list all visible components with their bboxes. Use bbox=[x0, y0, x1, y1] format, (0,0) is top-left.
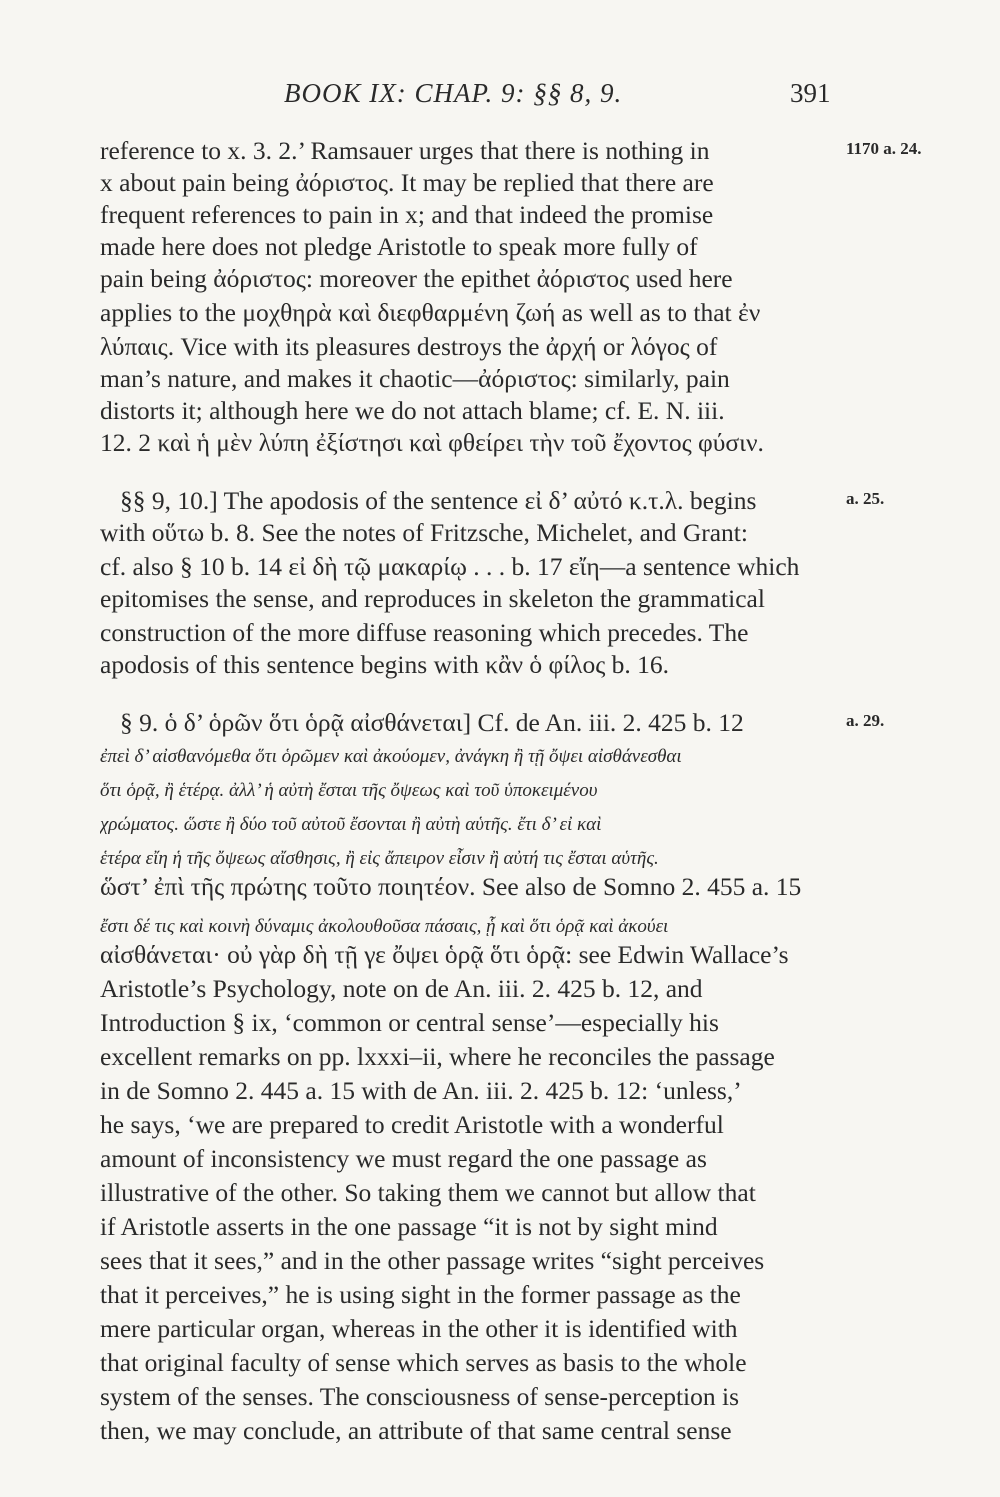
margin-reference: a. 29. bbox=[846, 711, 885, 730]
text-line: that original faculty of sense which serves as basis to the whole bbox=[100, 1348, 747, 1377]
text-line: applies to the μοχθηρὰ καὶ διεφθαρμένη ζωή as well as to that ἐν bbox=[100, 298, 761, 327]
text-line: if Aristotle asserts in the one passage “it is not by sight mind bbox=[100, 1212, 718, 1241]
running-head bbox=[0, 78, 1000, 118]
text-line: cf. also § 10 b. 14 εἰ δὴ τῷ μακαρίῳ . . . b. 17 εἴη—a sentence which bbox=[100, 552, 800, 581]
running-head-title: BOOK IX: CHAP. 9: §§ 8, 9. bbox=[284, 78, 623, 108]
page-number: 391 bbox=[790, 78, 831, 108]
text-line: λύπαις. Vice with its pleasures destroys the ἀρχή or λόγος of bbox=[100, 332, 718, 361]
greek-quotation-line: ἐπεὶ δ’ αἰσθανόμεθα ὅτι ὁρῶμεν καὶ ἀκούομεν, ἀνάγκη ἢ τῇ ὄψει αἰσθάνεσθαι bbox=[100, 746, 682, 767]
text-line: reference to x. 3. 2.’ Ramsauer urges that there is nothing in bbox=[100, 136, 710, 165]
text-line: apodosis of this sentence begins with κἂν ὁ φίλος b. 16. bbox=[100, 650, 670, 679]
text-line: distorts it; although here we do not attach blame; cf. E. N. iii. bbox=[100, 396, 725, 425]
greek-quotation-line: ἑτέρα εἴη ἡ τῆς ὄψεως αἴσθησις, ἢ εἰς ἄπειρον εἶσιν ἢ αὐτή τις ἔσται αὑτῆς. bbox=[100, 848, 659, 869]
text-line: made here does not pledge Aristotle to speak more fully of bbox=[100, 232, 698, 261]
text-line: illustrative of the other. So taking them we cannot but allow that bbox=[100, 1178, 756, 1207]
text-line: man’s nature, and makes it chaotic—ἀόριστος: similarly, pain bbox=[100, 364, 730, 393]
text-line: then, we may conclude, an attribute of that same central sense bbox=[100, 1416, 732, 1445]
greek-quotation-line: ὅτι ὁρᾷ, ἢ ἑτέρᾳ. ἀλλ’ ἡ αὐτὴ ἔσται τῆς ὄψεως καὶ τοῦ ὑποκειμένου bbox=[100, 780, 598, 801]
greek-quotation-line: ἔστι δέ τις καὶ κοινὴ δύναμις ἀκολουθοῦσα πάσαις, ᾗ καὶ ὅτι ὁρᾷ καὶ ἀκούει bbox=[100, 916, 669, 937]
text-line: construction of the more diffuse reasoning which precedes. The bbox=[100, 618, 749, 647]
text-line: x about pain being ἀόριστος. It may be replied that there are bbox=[100, 168, 714, 197]
text-line: § 9. ὁ δ’ ὁρῶν ὅτι ὁρᾷ αἰσθάνεται] Cf. de An. iii. 2. 425 b. 12 bbox=[120, 708, 744, 737]
margin-reference: 1170 a. 24. bbox=[846, 139, 922, 158]
text-line: with οὕτω b. 8. See the notes of Fritzsche, Michelet, and Grant: bbox=[100, 518, 748, 547]
text-line: Aristotle’s Psychology, note on de An. iii. 2. 425 b. 12, and bbox=[100, 974, 703, 1003]
text-line: 12. 2 καὶ ἡ μὲν λύπη ἐξίστησι καὶ φθείρει τὴν τοῦ ἔχοντος φύσιν. bbox=[100, 428, 764, 457]
text-line: in de Somno 2. 445 a. 15 with de An. iii. 2. 425 b. 12: ‘unless,’ bbox=[100, 1076, 742, 1105]
text-line: ὥστ’ ἐπὶ τῆς πρώτης τοῦτο ποιητέον. See also de Somno 2. 455 a. 15 bbox=[100, 872, 802, 901]
margin-reference: a. 25. bbox=[846, 489, 885, 508]
text-line: sees that it sees,” and in the other passage writes “sight perceives bbox=[100, 1246, 765, 1275]
text-line: αἰσθάνεται· οὐ γὰρ δὴ τῇ γε ὄψει ὁρᾷ ὅτι ὁρᾷ: see Edwin Wallace’s bbox=[100, 940, 789, 969]
greek-quotation-line: χρώματος. ὥστε ἢ δύο τοῦ αὐτοῦ ἔσονται ἢ αὐτὴ αὑτῆς. ἔτι δ’ εἰ καὶ bbox=[100, 814, 602, 835]
text-line: system of the senses. The consciousness of sense-perception is bbox=[100, 1382, 740, 1411]
text-line: §§ 9, 10.] The apodosis of the sentence εἰ δ’ αὐτό κ.τ.λ. begins bbox=[120, 486, 757, 515]
text-line: amount of inconsistency we must regard the one passage as bbox=[100, 1144, 707, 1173]
text-line: epitomises the sense, and reproduces in skeleton the grammatical bbox=[100, 584, 765, 613]
text-line: excellent remarks on pp. lxxxi–ii, where he reconciles the passage bbox=[100, 1042, 775, 1071]
text-line: he says, ‘we are prepared to credit Aristotle with a wonderful bbox=[100, 1110, 724, 1139]
text-line: pain being ἀόριστος: moreover the epithet ἀόριστος used here bbox=[100, 264, 733, 293]
text-line: mere particular organ, whereas in the other it is identified with bbox=[100, 1314, 738, 1343]
text-line: frequent references to pain in x; and that indeed the promise bbox=[100, 200, 714, 229]
text-line: that it perceives,” he is using sight in the former passage as the bbox=[100, 1280, 741, 1309]
text-line: Introduction § ix, ‘common or central sense’—especially his bbox=[100, 1008, 719, 1037]
